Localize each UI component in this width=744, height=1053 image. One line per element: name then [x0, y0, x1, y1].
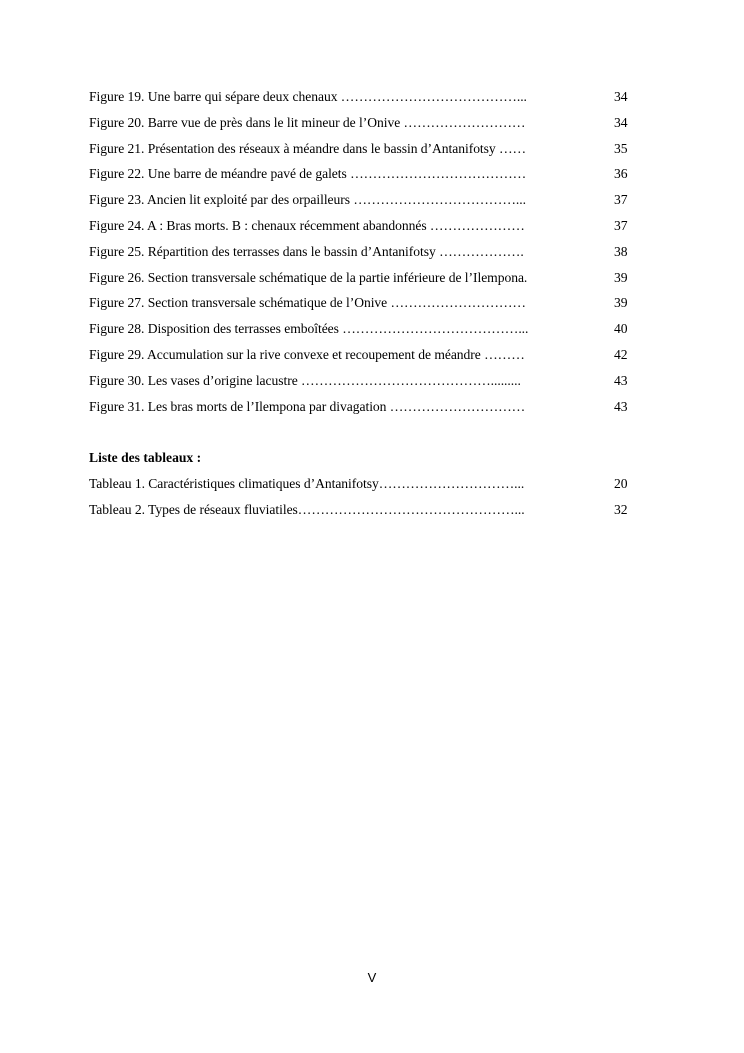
toc-entry-figure-25 [89, 242, 634, 268]
toc-entry-figure-29 [89, 345, 634, 371]
toc-entry-page-number: 34 [614, 89, 628, 104]
table-of-figures [89, 87, 634, 526]
toc-entry-title: Figure 23. Ancien lit exploité par des orpailleurs ………………………………... [89, 192, 526, 208]
toc-entry-page-number: 43 [614, 372, 628, 388]
toc-entry-title: Tableau 1. Caractéristiques climatiques d’Antanifotsy…………………………... [89, 476, 525, 492]
toc-entry-title: Figure 25. Répartition des terrasses dans le bassin d’Antanifotsy ………………. [89, 243, 524, 259]
toc-entry-page-number: 36 [614, 166, 628, 182]
toc-entry-page-number: 37 [614, 192, 628, 208]
toc-entry-table-2 [89, 500, 634, 526]
toc-entry-page-number: 43 [614, 398, 628, 414]
toc-entry-page-number: 20 [614, 476, 628, 492]
toc-entry-title: Figure 24. A : Bras morts. B : chenaux récemment abandonnés ………………… [89, 217, 525, 233]
section-spacer [89, 422, 634, 448]
toc-entry-title: Figure 19. Une barre qui sépare deux chenaux …………………………………... [89, 89, 527, 104]
toc-entry-page-number: 35 [614, 140, 628, 156]
toc-entry-title: Figure 29. Accumulation sur la rive convexe et recoupement de méandre ……… [89, 346, 525, 362]
toc-entry-page-number: 37 [614, 217, 628, 233]
toc-entry-title: Figure 26. Section transversale schématique de la partie inférieure de l’Ilempona. [89, 269, 528, 285]
toc-entry-title: Figure 27. Section transversale schématique de l’Onive ………………………… [89, 295, 526, 311]
toc-entry-figure-28 [89, 319, 634, 345]
toc-entry-figure-24 [89, 216, 634, 242]
toc-entry-title: Figure 30. Les vases d’origine lacustre ……………………………………......... [89, 372, 521, 388]
toc-entry-title: Figure 21. Présentation des réseaux à méandre dans le bassin d’Antanifotsy …… [89, 140, 527, 156]
toc-entry-figure-27 [89, 293, 634, 319]
list-of-tables-heading: Liste des tableaux : [89, 450, 202, 466]
toc-entry-title: Figure 20. Barre vue de près dans le lit mineur de l’Onive ……………………… [89, 114, 526, 130]
toc-entry-page-number: 38 [614, 243, 628, 259]
toc-entry-title: Figure 22. Une barre de méandre pavé de galets ………………………………… [89, 166, 527, 182]
toc-entry-figure-26 [89, 268, 634, 294]
toc-entry-figure-30 [89, 371, 634, 397]
toc-entry-page-number: 42 [614, 346, 628, 362]
toc-entry-figure-19 [89, 87, 634, 113]
toc-entry-page-number: 40 [614, 321, 628, 337]
toc-entry-figure-22 [89, 164, 634, 190]
toc-entry-figure-20 [89, 113, 634, 139]
toc-entry-page-number: 32 [614, 501, 628, 517]
toc-entry-figure-31 [89, 397, 634, 423]
toc-entry-figure-23 [89, 190, 634, 216]
toc-entry-page-number: 39 [614, 295, 628, 311]
toc-entry-title: Figure 28. Disposition des terrasses emboîtées …………………………………... [89, 321, 529, 337]
toc-entry-page-number: 39 [614, 269, 628, 285]
toc-entry-title: Tableau 2. Types de réseaux fluviatiles…………………………………………... [89, 501, 525, 517]
toc-entry-figure-21 [89, 139, 634, 165]
toc-entry-page-number: 34 [614, 114, 628, 130]
toc-entry-table-1 [89, 474, 634, 500]
page-footer-number: V [367, 970, 377, 985]
toc-entry-title: Figure 31. Les bras morts de l’Ilempona par divagation ………………………… [89, 398, 526, 414]
